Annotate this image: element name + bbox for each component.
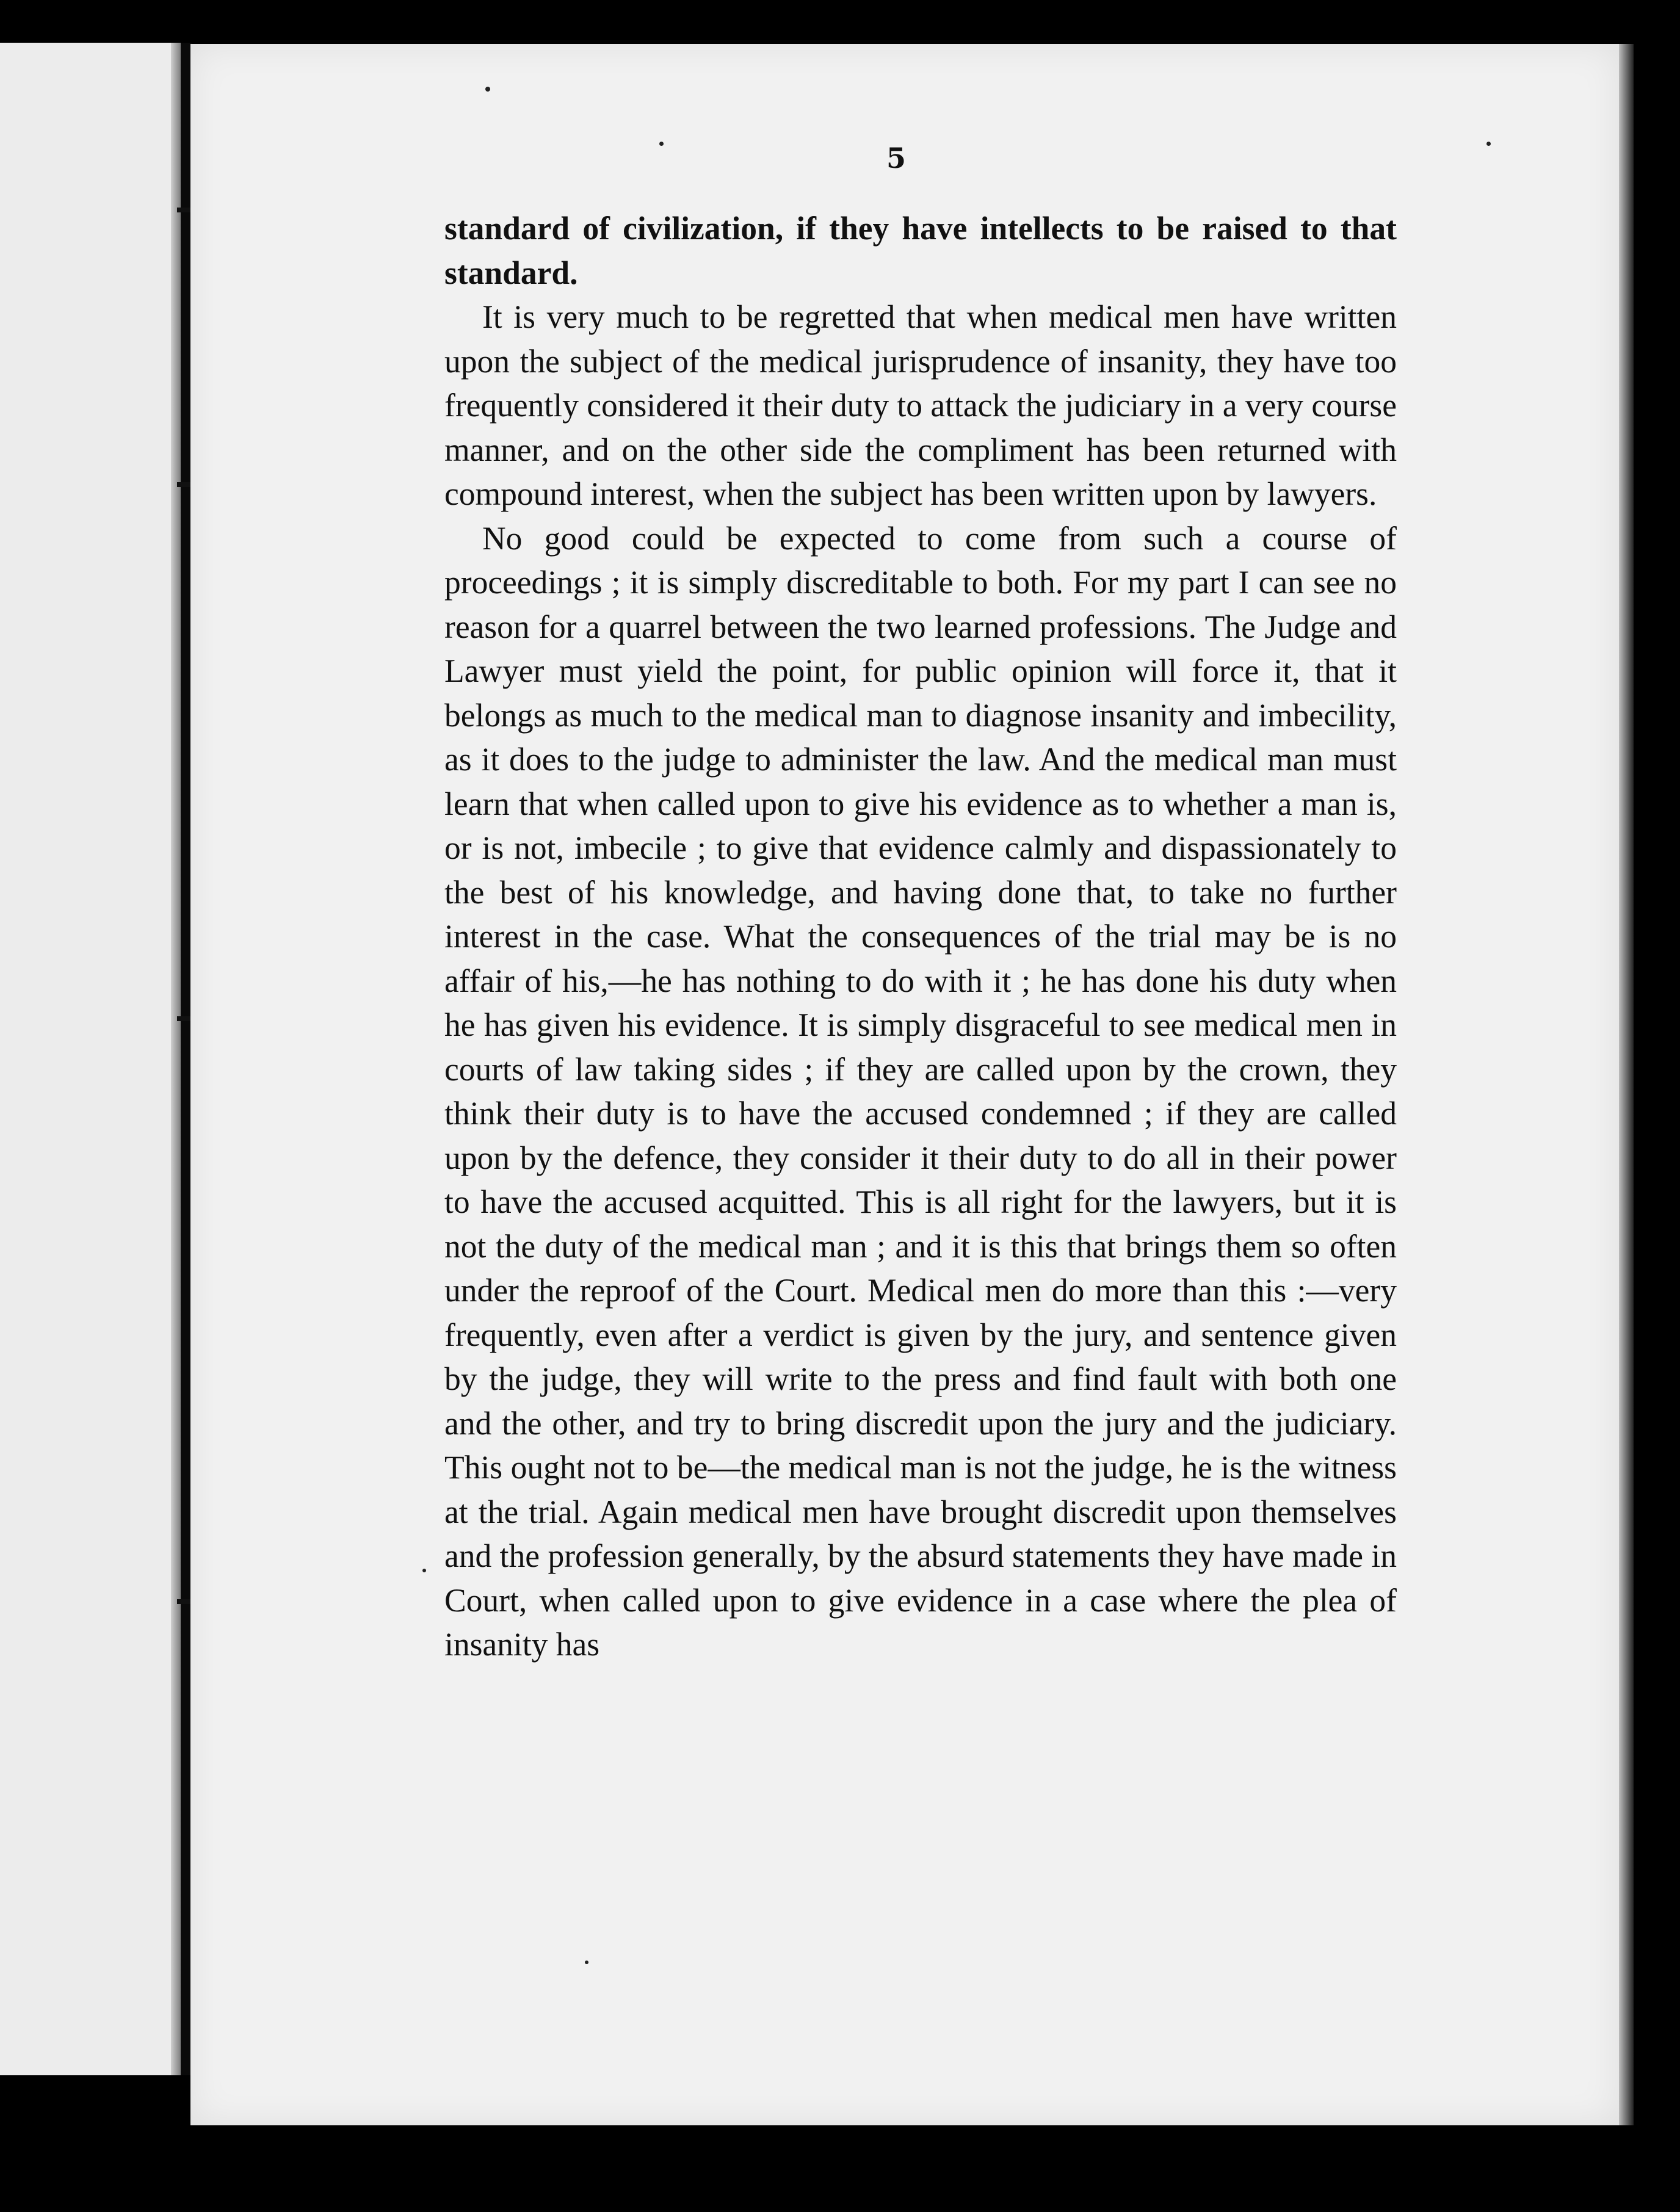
paragraph: It is very much to be regretted that when medical men have written upon the subject of the medical jurisprudence of insanity, they have too frequently considered it their duty to attack the judiciary in a very course manner, and on the other side the compliment has been returned with compound interest, when the subject has been written upon by lawyers. [444,298,1397,512]
paper-speck [1486,142,1491,146]
paper-speck [422,1569,426,1572]
paper-speck [659,142,664,146]
body-text [444,206,1397,1667]
paragraph-continuation: standard of civilization, if they have intellects to be raised to that standard. [444,210,1397,291]
paper-speck [485,87,490,92]
page-number: 5 [886,142,907,175]
paper-speck [585,1961,588,1964]
page-right-edge [1619,44,1634,2125]
facing-page-edge [0,43,183,2075]
paragraph: No good could be expected to come from such a course of proceedings ; it is simply discreditable to both. For my part I can see no reason for a quarrel between the two learned professions. The Judge and Lawyer must yield the point, for public opinion will force it, that it belongs as much to the medical man to diagnose insanity and imbecility, as it does to the judge to administer the law. And the medical man must learn that when called upon to give his evidence as to whether a man is, or is not, imbecile ; to give that evidence calmly and dispassionately to the best of his knowledge, and having done that, to take no further interest in the case. What the consequences of the trial may be is no affair of his,—he has nothing to do with it ; he has done his duty when he has given his evidence. It is simply disgraceful to see medical men in courts of law taking sides ; if they are called upon by the crown, they think their duty is to have the accused condemned ; if they are called upon by the defence, they consider it their duty to do all in their power to have the accused acquitted. This is all right for the lawyers, but it is not the duty of the medical man ; and it is this that brings them so often under the reproof of the Court. Medical men do more than this :—very frequently, even after a verdict is given by the jury, and sentence given by the judge, they will write to the press and find fault with both one and the other, and try to bring discredit upon the jury and the judiciary. This ought not to be—the medical man is not the judge, he is the witness at the trial. Again medical men have brought discredit upon themselves and the profession generally, by the absurd statements they have made in Court, when called upon to give evidence in a case where the plea of insanity has [444,519,1397,1663]
